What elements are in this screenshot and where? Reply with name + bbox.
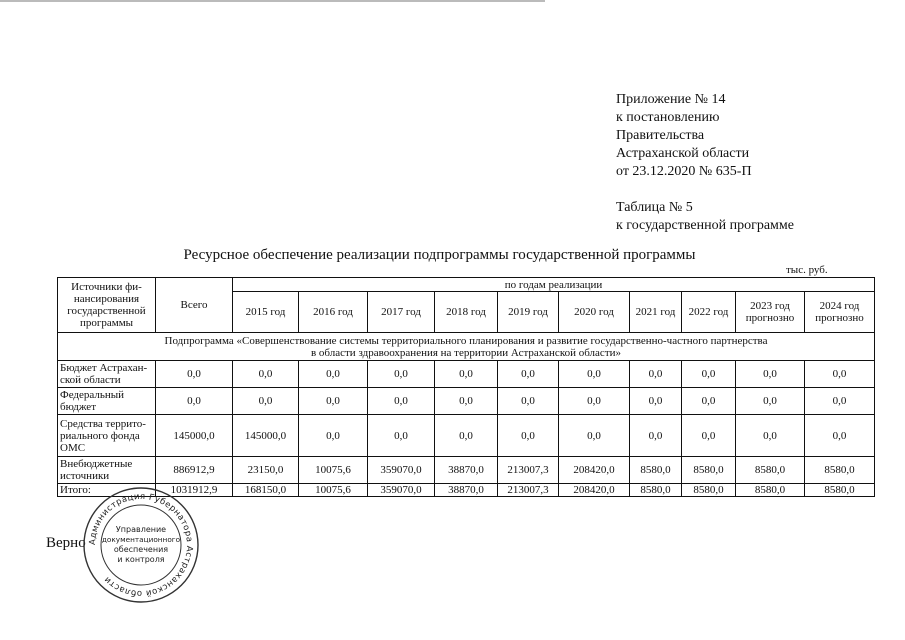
header-year: 2019 год bbox=[498, 292, 559, 333]
cell-value: 8580,0 bbox=[630, 457, 682, 484]
cell-value: 0,0 bbox=[368, 388, 435, 415]
cell-value: 38870,0 bbox=[435, 484, 498, 497]
header-year: 2017 год bbox=[368, 292, 435, 333]
table-row bbox=[58, 388, 875, 415]
header-year: 2016 год bbox=[299, 292, 368, 333]
cell-value: 886912,9 bbox=[156, 457, 233, 484]
table-row bbox=[58, 457, 875, 484]
cell-value: 0,0 bbox=[559, 361, 630, 388]
cell-value: 0,0 bbox=[682, 361, 736, 388]
cell-value: 38870,0 bbox=[435, 457, 498, 484]
cell-value: 0,0 bbox=[630, 415, 682, 457]
document-title-text: Ресурсное обеспечение реализации подпрограммы государственной программы bbox=[183, 247, 696, 263]
header-year: 2024 год прогнозно bbox=[805, 292, 875, 333]
cell-value: 23150,0 bbox=[233, 457, 299, 484]
stamp-center-line: Управление bbox=[115, 525, 167, 534]
cell-value: 0,0 bbox=[682, 415, 736, 457]
official-stamp bbox=[82, 486, 200, 604]
top-border-line bbox=[0, 0, 545, 2]
header-total: Всего bbox=[156, 278, 233, 333]
appendix-spacer bbox=[616, 181, 794, 199]
cell-value: 359070,0 bbox=[368, 484, 435, 497]
cell-value: 8580,0 bbox=[682, 457, 736, 484]
row-label: Бюджет Астрахан-ской области bbox=[58, 361, 156, 388]
cell-value: 0,0 bbox=[736, 361, 805, 388]
cell-value: 0,0 bbox=[498, 388, 559, 415]
resource-table bbox=[57, 277, 875, 497]
cell-value: 8580,0 bbox=[630, 484, 682, 497]
header-year: 2023 год прогнозно bbox=[736, 292, 805, 333]
cell-value: 0,0 bbox=[630, 388, 682, 415]
stamp-center-line: обеспечения bbox=[113, 545, 169, 554]
cell-value: 145000,0 bbox=[156, 415, 233, 457]
cell-value: 10075,6 bbox=[299, 484, 368, 497]
cell-value: 145000,0 bbox=[233, 415, 299, 457]
header-years-group: по годам реализации bbox=[233, 278, 875, 292]
cell-value: 8580,0 bbox=[736, 484, 805, 497]
table-row bbox=[58, 361, 875, 388]
cell-value: 0,0 bbox=[805, 388, 875, 415]
table-number-line: Таблица № 5 bbox=[616, 200, 693, 215]
row-label: Федеральный бюджет bbox=[58, 388, 156, 415]
cell-value: 0,0 bbox=[630, 361, 682, 388]
cell-value: 0,0 bbox=[498, 361, 559, 388]
cell-value: 0,0 bbox=[156, 361, 233, 388]
header-year: 2020 год bbox=[559, 292, 630, 333]
row-label: Итого: bbox=[58, 484, 156, 497]
cell-value: 0,0 bbox=[435, 415, 498, 457]
cell-value: 8580,0 bbox=[736, 457, 805, 484]
row-label: Внебюджетные источники bbox=[58, 457, 156, 484]
cell-value: 213007,3 bbox=[498, 484, 559, 497]
stamp-center-line: документационного bbox=[101, 535, 181, 544]
cell-value: 0,0 bbox=[299, 361, 368, 388]
appendix-block bbox=[616, 91, 794, 235]
row-label: Средства террито-риального фонда ОМС bbox=[58, 415, 156, 457]
document-title bbox=[0, 247, 905, 264]
units-label: тыс. руб. bbox=[786, 264, 828, 276]
cell-value: 0,0 bbox=[368, 361, 435, 388]
cell-value: 0,0 bbox=[435, 361, 498, 388]
appendix-line: к постановлению bbox=[616, 110, 720, 125]
cell-value: 0,0 bbox=[805, 415, 875, 457]
cell-value: 0,0 bbox=[233, 361, 299, 388]
cell-value: 1031912,9 bbox=[156, 484, 233, 497]
cell-value: 0,0 bbox=[156, 388, 233, 415]
cell-value: 0,0 bbox=[559, 388, 630, 415]
cell-value: 359070,0 bbox=[368, 457, 435, 484]
cell-value: 0,0 bbox=[299, 388, 368, 415]
cell-value: 208420,0 bbox=[559, 484, 630, 497]
header-year: 2021 год bbox=[630, 292, 682, 333]
cell-value: 0,0 bbox=[233, 388, 299, 415]
header-year: 2022 год bbox=[682, 292, 736, 333]
appendix-line: Астраханской области bbox=[616, 146, 750, 161]
table-row bbox=[58, 415, 875, 457]
header-year: 2018 год bbox=[435, 292, 498, 333]
cell-value: 8580,0 bbox=[805, 457, 875, 484]
stamp-center-line: и контроля bbox=[117, 555, 165, 564]
cell-value: 8580,0 bbox=[805, 484, 875, 497]
subprogram-cell bbox=[58, 333, 875, 361]
subprogram-row bbox=[58, 333, 875, 361]
cell-value: 10075,6 bbox=[299, 457, 368, 484]
cell-value: 0,0 bbox=[805, 361, 875, 388]
subprogram-line: Подпрограмма «Совершенствование системы территориального планирования и развитие государственно-частного партнерства bbox=[164, 334, 768, 347]
appendix-line: от 23.12.2020 № 635-П bbox=[616, 164, 752, 179]
cell-value: 0,0 bbox=[435, 388, 498, 415]
certified-label: Верно bbox=[46, 535, 86, 551]
subprogram-line: в области здравоохранения на территории Астраханской области» bbox=[310, 346, 622, 359]
header-row bbox=[58, 278, 875, 292]
cell-value: 168150,0 bbox=[233, 484, 299, 497]
header-year: 2015 год bbox=[233, 292, 299, 333]
cell-value: 8580,0 bbox=[682, 484, 736, 497]
header-source: Источники фи-нансирования государственной программы bbox=[58, 278, 156, 333]
cell-value: 0,0 bbox=[368, 415, 435, 457]
cell-value: 0,0 bbox=[559, 415, 630, 457]
appendix-line: Правительства bbox=[616, 128, 705, 143]
cell-value: 0,0 bbox=[498, 415, 559, 457]
appendix-line: Приложение № 14 bbox=[616, 92, 726, 107]
cell-value: 0,0 bbox=[682, 388, 736, 415]
cell-value: 208420,0 bbox=[559, 457, 630, 484]
cell-value: 0,0 bbox=[736, 415, 805, 457]
cell-value: 213007,3 bbox=[498, 457, 559, 484]
cell-value: 0,0 bbox=[299, 415, 368, 457]
stamp-ring-text: Администрация Губернатора Астраханской области bbox=[87, 491, 195, 599]
table-number-line: к государственной программе bbox=[616, 218, 794, 233]
cell-value: 0,0 bbox=[736, 388, 805, 415]
